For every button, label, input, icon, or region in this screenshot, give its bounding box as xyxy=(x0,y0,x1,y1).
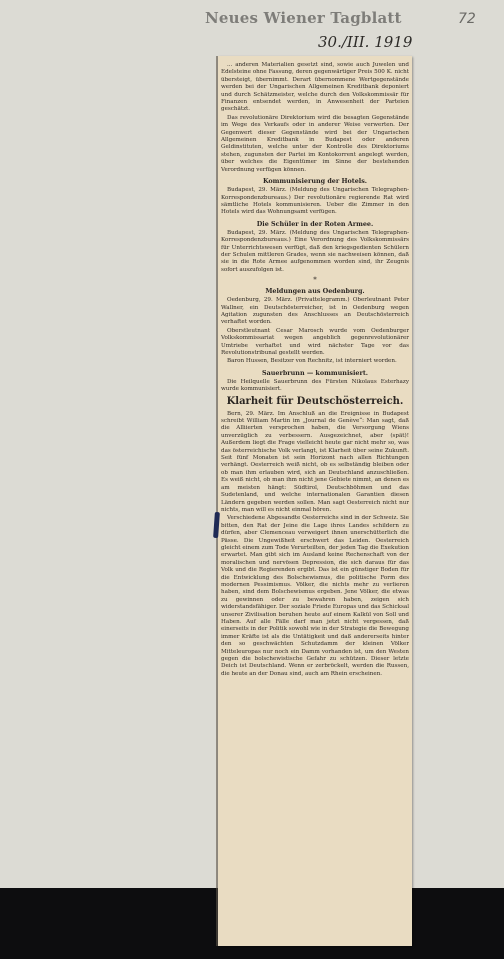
section-separator: * xyxy=(313,276,317,285)
opening-paragraph-1: ... anderen Materialien gesetzt sind, sowie auch Juwelen und Edelsteine ohne Fassung, deren gegenwärtiger Preis 500 K. nicht übersteigt, übernimmt. Derart übernommene Wertgegenstände werden bei der Ungarischen Allgemeinen Kreditbank deponiert und durch Schätzmeister, welche durch den Volkskommissär für Finanzen entsendet werden, in Anwesenheit der Parteien geschätzt. xyxy=(221,62,409,113)
section-heading-hotels: Kommunisierung der Hotels. xyxy=(262,177,368,186)
oedenburg-paragraph-3: Baron Hussen, Besitzer von Rechnitz, ist interniert worden. xyxy=(227,358,397,365)
section-heading-oedenburg: Meldungen aus Oedenburg. xyxy=(265,287,365,296)
main-article-headline: Klarheit für Deutschösterreich. xyxy=(226,395,404,407)
section-heading-schueler: Die Schüler in der Roten Armee. xyxy=(256,219,374,228)
oedenburg-paragraph-1: Oedenburg, 29. März. (Privattelegramm.) Oberleutnant Peter Wallner, ein Deutschösterreicher, ist in Oedenburg wegen Agitation zugunsten des Anschlusses an Deutschösterreich verhaftet worden. xyxy=(221,297,409,326)
section-body-hotels: Budapest, 29. März. (Meldung des Ungarischen Telegraphen-Korrespondenzbureaus.) Der revolutionäre regierende Rat wird sämtliche Hotels kommunisieren. Ueber die Zimmer in den Hotels wird das Wohnungsamt verfügen. xyxy=(221,187,409,216)
main-article-paragraph-1: Bern, 29. März. Im Anschluß an die Ereignisse in Budapest schreibt William Martin im „Journal de Genève“: Man sagt, daß die Alliierten versprochen haben, die Versorgung Wiens unverzüglich zu verbessern. Ausgezeichnet, aber (spät)! Außerdem liegt die Frage vielleicht heute gar nicht mehr so, was das österreichische Volk verlangt, ist Klarheit über seine Zukunft. Seit fünf Monaten ist sein Horizont nach allen Richtungen verhängt. Oesterreich weiß nicht, ob es selbständig bleiben oder ob man ihm erlauben wird, sich an Deutschland anzuschließen. Es weiß nicht, ob man ihm nicht jene Gebiete nimmt, an denen es am meisten hängt: Südtirol, Deutschböhmen und das Sudetenland, und welche internationalen Garantien diesen Ländern gegeben werden sollen. Man sagt Oesterreich nicht nur nichts, man will es nicht einmal hören. xyxy=(221,410,409,513)
opening-paragraph-2: Das revolutionäre Direktorium wird die besagten Gegenstände im Wege des Verkaufs oder in anderer Weise verwerten. Der Gegenwert dieser Gegenstände wird bei der Ungarischen Allgemeinen Kreditbank in Budapest oder anderen Geldinstituten, welche unter der Kontrolle des Direktoriums stehen, zugunsten der Partei im Kontokorrent angelegt werden, über welches die Eigentümer im Sinne der bestehenden Verordnung verfügen können. xyxy=(221,114,409,173)
newspaper-clipping xyxy=(218,56,412,946)
handwritten-date: 30./III. 1919 xyxy=(318,33,413,51)
oedenburg-paragraph-2: Oberstleutnant Cesar Marosch wurde vom Oedenburger Volkskommissariat wegen angeblich gegenrevolutionärer Umtriebe verhaftet und wird nächster Tage vor das Revolutionstribunal gestellt werden. xyxy=(221,327,409,356)
section-body-schueler: Budapest, 29. März. (Meldung des Ungarischen Telegraphen-Korrespondenzbureaus.) Eine Verordnung des Volkskommissärs für Unterrichtswesen verfügt, daß den kriegsgedienten Schülern der Schulen mittleren Grades, wenn sie nachweisen können, daß sie in die Rote Armee aufgenommen worden sind, ihr Zeugnis sofort auszufolgen ist. xyxy=(221,229,409,273)
newspaper-masthead: Neues Wiener Tagblatt xyxy=(205,9,402,27)
archive-page-number: 72 xyxy=(458,11,476,27)
main-article-paragraph-2: Verschiedene Abgesandte Oesterreichs sind in der Schweiz. Sie bitten, den Rat der Jeine die Lage ihres Landes schildern zu dürfen, aber Clemenceau verweigert ihnen unerschütterlich die Pässe. Die Ungewißheit erschwert das Leiden. Oesterreich gleicht einem zum Tode Verurteilten, der jeden Tag die Exekution erwartet. Man gibt sich im Ausland keine Rechenschaft von der moralischen und nervösen Depression, die sich daraus für das Volk und die Regierenden ergibt. Das ist ein günstiger Boden für die Entwicklung des Bolschewismus, die politische Form des modernen Pessimismus. Völker, die nichts mehr zu verlieren haben, sind dem Bolschewismus ergeben. Jene Völker, die etwas zu gewinnen oder zu bewahren haben, zeigen sich widerstandsfähiger. Der soziale Friede Europas und das Schicksal unserer Zivilisation beruhen heute auf einem Kalkül von Soll und Haben. Auf alle Fälle darf man jetzt nicht vergessen, daß einerseits in der Politik sowohl wie in der Strategie die Bewegung immer Kräfte ist als die Untätigkeit und daß andererseits hinter den so geschwächten Schutzdamm der kleinen Völker Mitteleuropas nur noch ein Damm vorhanden ist, um den Westen gegen die bolschewistische Gefahr zu schützen. Dieser letzte Deich ist Deutschland. Wenn er zerbröckelt, werden die Russen, die heute an der Donau sind, auch am Rhein erscheinen. xyxy=(221,515,409,677)
section-body-sauerbrunn: Die Heilquelle Sauerbrunn des Fürsten Nikolaus Esterhazy wurde kommunisiert. xyxy=(221,378,409,393)
section-heading-sauerbrunn: Sauerbrunn — kommunisiert. xyxy=(261,368,369,377)
clipping-text-column xyxy=(221,62,409,940)
